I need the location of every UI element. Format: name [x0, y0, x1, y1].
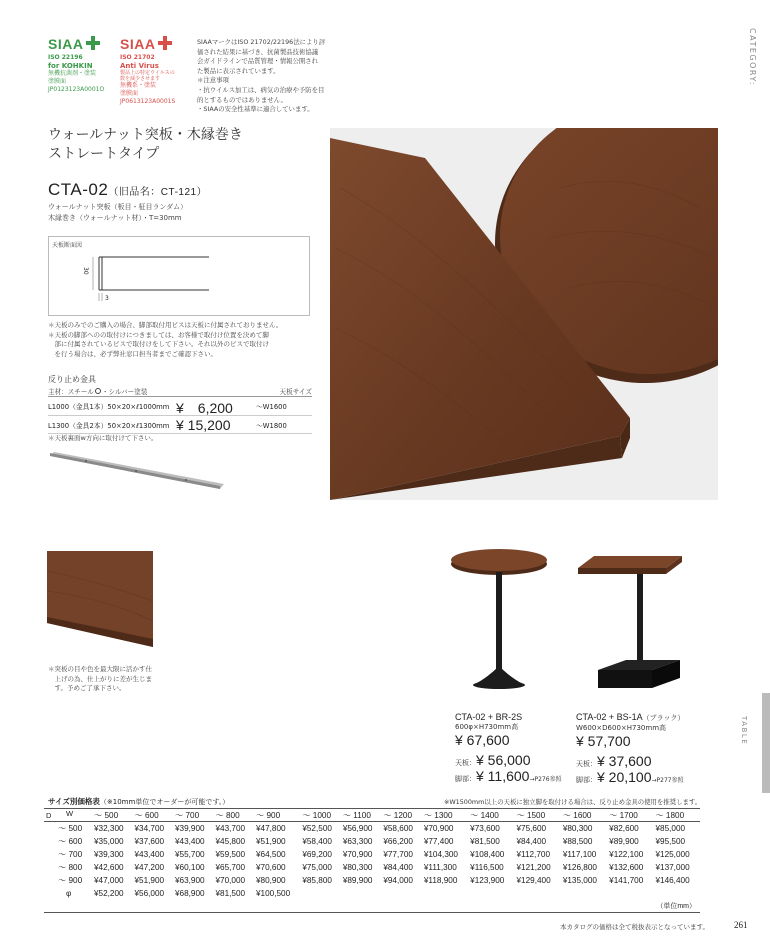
- price-cell: ¥58,400: [302, 836, 332, 846]
- tabletop-photo: [330, 128, 718, 500]
- note-line: を行う場合は、必ず弊社窓口担当者までご確認下さい。: [48, 349, 217, 358]
- bracket-range: ～W1800: [256, 422, 287, 430]
- column-header: ～ 1100: [341, 809, 382, 822]
- price-cell: ¥47,000: [94, 875, 124, 885]
- table-row: [44, 848, 700, 861]
- top-price: ¥ 37,600: [597, 753, 652, 769]
- note-line: ＊天板の脚部へのの取付けにつきましては、お客様で取付け位置を決めて脚: [48, 330, 269, 339]
- square-table-image: [574, 554, 686, 690]
- page-reference: →P277参照: [651, 777, 684, 784]
- siaa-logo-text: SIAA: [48, 36, 84, 52]
- bracket-name: L1000（金具1本）50×20×ℓ1000mm: [48, 403, 170, 411]
- column-header: ～ 800: [214, 809, 255, 822]
- price-cell: ¥43,700: [215, 823, 246, 833]
- price-cell: [514, 887, 560, 900]
- price-cell: ¥39,900: [175, 823, 205, 833]
- price-cell: ¥65,700: [215, 862, 246, 872]
- row-header: ～ 900: [58, 875, 83, 885]
- set-name: CTA-02 + BR-2S: [455, 712, 523, 722]
- price-cell: [468, 887, 514, 900]
- siaa-text-line: SIAAマークはISO 21702/22196法により評: [197, 38, 326, 46]
- siaa-antivirus-mark: [120, 36, 175, 106]
- price-cell: ¥89,900: [609, 836, 639, 846]
- bracket-name: L1300（金具2本）50×20×ℓ1300mm: [48, 422, 170, 430]
- column-header: ～ 500: [92, 809, 133, 822]
- siaa-text-line: 会ガイドラインで品質管理・情報公開され: [197, 57, 319, 66]
- column-header: ～ 700: [173, 809, 214, 822]
- price-cell: ¥43,400: [175, 836, 205, 846]
- siaa-iso: ISO 22196: [48, 54, 83, 61]
- price-cell: [561, 887, 607, 900]
- price-cell: ¥108,400: [470, 849, 505, 859]
- set1-info: [455, 712, 562, 784]
- table-row: [44, 822, 700, 835]
- column-header: ～ 1400: [468, 809, 514, 822]
- price-cell: ¥84,400: [516, 836, 547, 846]
- set2-info: [576, 712, 684, 785]
- column-header: ～ 1700: [607, 809, 653, 822]
- price-cell: ¥75,000: [302, 862, 332, 872]
- siaa-line: 数を減少させます: [120, 76, 161, 82]
- table-row: [44, 861, 700, 874]
- price-cell: ¥80,300: [562, 823, 593, 833]
- material-label: 主材：スチール: [48, 388, 94, 396]
- spec-line: 木縁巻き（ウォールナット材）・T=30mm: [48, 214, 182, 222]
- price-cell: ¥64,500: [256, 849, 286, 859]
- price-cell: ¥37,600: [134, 836, 165, 846]
- price-cell: ¥70,600: [256, 862, 286, 872]
- set-price: ¥ 57,700: [576, 733, 631, 749]
- price-cell: ¥137,000: [655, 862, 690, 872]
- cross-section-diagram: [48, 236, 310, 316]
- price-cell: ¥77,400: [423, 836, 454, 846]
- note-line: ＊天板のみでのご購入の場合、脚部取付用ビスは天板に付属されておりません。: [48, 321, 283, 329]
- price-table: [44, 808, 700, 913]
- leg-price: ¥ 11,600: [476, 768, 530, 784]
- price-cell: ¥104,300: [423, 849, 458, 859]
- price-cell: ¥141,700: [609, 875, 644, 885]
- price-cell: ¥39,300: [94, 849, 124, 859]
- leg-label: 脚部：: [455, 775, 476, 783]
- cross-section-label: 天板断面図: [52, 242, 83, 249]
- siaa-iso: ISO 21702: [120, 54, 155, 61]
- product-title-line: ストレートタイプ: [48, 146, 160, 162]
- note-line: す。予めご了承下さい。: [48, 684, 126, 692]
- column-header: ～ 1000: [300, 809, 341, 822]
- bracket-price: ¥ 15,200: [176, 417, 231, 433]
- price-cell: ¥122,100: [609, 849, 644, 859]
- column-header: ～ 1600: [561, 809, 607, 822]
- siaa-code: JP0613123A0001S: [120, 98, 176, 105]
- top-price: ¥ 56,000: [476, 752, 531, 768]
- price-cell: ¥85,000: [655, 823, 686, 833]
- siaa-line: 塗膜面: [48, 78, 67, 85]
- price-table-heading: サイズ別価格表: [48, 797, 100, 806]
- round-table-image: [447, 548, 551, 694]
- price-cell: ¥45,800: [215, 836, 246, 846]
- table-row: [44, 874, 700, 887]
- row-header: φ: [66, 888, 72, 898]
- column-header: ～ 600: [133, 809, 174, 822]
- price-cell: [422, 887, 468, 900]
- price-cell: ¥80,900: [256, 875, 286, 885]
- mounting-notes: [48, 321, 328, 359]
- price-cell: [607, 887, 653, 900]
- price-cell: ¥63,300: [342, 836, 373, 846]
- edge-dimension: 3: [105, 295, 109, 302]
- price-cell: ¥69,200: [302, 849, 332, 859]
- price-cell: ¥52,500: [302, 823, 332, 833]
- price-cell: ¥135,000: [562, 875, 597, 885]
- price-cell: ¥100,500: [256, 888, 291, 898]
- siaa-line: 塗膜面: [120, 90, 139, 97]
- page-number: 261: [734, 920, 748, 930]
- price-cell: ¥68,900: [175, 888, 205, 898]
- top-label: 天板：: [576, 760, 597, 768]
- price-cell: ¥47,200: [134, 862, 165, 872]
- bracket-note: ＊天板裏面w方向に取付けて下さい。: [48, 434, 158, 442]
- divider: [48, 415, 312, 416]
- price-cell: ¥95,500: [655, 836, 686, 846]
- corner-d: D: [46, 810, 52, 820]
- siaa-line: 無機系・塗装: [120, 82, 157, 89]
- price-cell: ¥43,400: [134, 849, 165, 859]
- price-cell: ¥51,900: [134, 875, 165, 885]
- price-cell: ¥56,900: [342, 823, 373, 833]
- price-cell: ¥35,000: [94, 836, 124, 846]
- unit-label: （単位mm）: [44, 900, 700, 913]
- column-header: ～ 1200: [381, 809, 422, 822]
- siaa-line: 無機抗菌剤・塗装: [48, 70, 97, 77]
- set-size: W600×D600×H730mm高: [576, 724, 667, 732]
- price-cell: ¥70,900: [342, 849, 373, 859]
- price-cell: ¥75,600: [516, 823, 547, 833]
- siaa-cross-icon: [158, 36, 172, 50]
- price-cell: ¥82,600: [609, 823, 639, 833]
- price-cell: ¥60,100: [175, 862, 205, 872]
- price-cell: [341, 887, 382, 900]
- price-cell: ¥56,000: [134, 888, 165, 898]
- price-cell: ¥32,300: [94, 823, 124, 833]
- bracket-image: [46, 448, 226, 490]
- top-label: 天板：: [455, 759, 476, 767]
- finish-note: [48, 665, 158, 694]
- price-cell: ¥77,700: [383, 849, 413, 859]
- siaa-logo-text: SIAA: [120, 36, 156, 52]
- siaa-explanation: [197, 38, 337, 115]
- price-cell: ¥129,400: [516, 875, 551, 885]
- chrome-circle-icon: [95, 388, 101, 394]
- price-cell: ¥132,600: [609, 862, 644, 872]
- price-table-title: [48, 796, 229, 807]
- price-cell: ¥126,800: [562, 862, 597, 872]
- price-cell: ¥80,300: [342, 862, 373, 872]
- price-cell: ¥70,900: [423, 823, 454, 833]
- price-cell: ¥70,000: [215, 875, 246, 885]
- price-table-note: （※10mm単位でオーダーが可能です。）: [99, 798, 230, 806]
- set-color: （ブラック）: [642, 714, 685, 722]
- siaa-sub: Anti Virus: [120, 62, 159, 70]
- price-cell: ¥34,700: [134, 823, 165, 833]
- bracket-heading: 反り止め金具: [48, 375, 96, 384]
- product-title: [48, 126, 243, 164]
- table-row: [44, 900, 700, 913]
- siaa-kohkin-mark: [48, 36, 104, 94]
- leg-price: ¥ 20,100: [597, 769, 652, 785]
- price-cell: ¥47,800: [256, 823, 286, 833]
- table-row: [44, 835, 700, 848]
- column-header: ～ 1300: [422, 809, 468, 822]
- siaa-cross-icon: [86, 36, 100, 50]
- category-label: CATEGORY:: [748, 28, 757, 86]
- price-cell: ¥63,900: [175, 875, 205, 885]
- price-cell: ¥55,700: [175, 849, 205, 859]
- price-cell: ¥52,200: [94, 888, 124, 898]
- note-line: ＊突板の目や色を最大限に活かす仕: [48, 665, 152, 673]
- row-header: ～ 800: [58, 862, 83, 872]
- page-reference: →P276参照: [529, 776, 562, 783]
- section-tab: [762, 693, 770, 793]
- price-cell: ¥73,600: [470, 823, 500, 833]
- price-cell: ¥125,000: [655, 849, 690, 859]
- price-cell: ¥94,000: [383, 875, 413, 885]
- column-header: ～ 900: [254, 809, 300, 822]
- siaa-text-line: 的とするものではありません。: [197, 95, 287, 104]
- price-cell: ¥123,900: [470, 875, 505, 885]
- product-main-photo: [330, 128, 718, 500]
- divider: [48, 396, 312, 397]
- price-cell: ¥51,900: [256, 836, 286, 846]
- section-tab-label: TABLE: [740, 716, 748, 746]
- product-title-line: ウォールナット突板・木縁巻き: [48, 127, 243, 143]
- spec-line: ウォールナット突板（板目・柾目ランダム）: [48, 203, 188, 211]
- note-line: 上げの為、仕上がりに差が生じま: [48, 674, 152, 683]
- price-cell: ¥121,200: [516, 862, 551, 872]
- bracket-range: ～W1600: [256, 403, 287, 411]
- model-code: CTA-02: [48, 180, 109, 199]
- bracket-header-row: [48, 386, 312, 396]
- corner-w: W: [66, 809, 74, 818]
- siaa-text-line: 価された結果に基づき、抗菌製品技術協議: [197, 47, 319, 56]
- price-cell: [300, 887, 341, 900]
- cross-section-drawing: [49, 237, 311, 317]
- price-cell: ¥58,600: [383, 823, 413, 833]
- column-header: ～ 1800: [653, 809, 700, 822]
- note-line: 部に付属されているビスで取付けをして下さい。それ以外のビスで取付け: [48, 340, 269, 348]
- price-cell: ¥85,800: [302, 875, 332, 885]
- size-label: 天板サイズ: [279, 388, 312, 396]
- row-header: ～ 600: [58, 836, 83, 846]
- row-header: ～ 500: [58, 823, 83, 833]
- leg-label: 脚部：: [576, 776, 597, 784]
- price-cell: ¥59,500: [215, 849, 246, 859]
- price-cell: ¥81,500: [470, 836, 500, 846]
- set-name: CTA-02 + BS-1A: [576, 712, 643, 722]
- siaa-sub: for KOHKIN: [48, 62, 93, 70]
- siaa-line: 製品上の特定ウイルスの: [120, 70, 175, 76]
- price-cell: ¥89,900: [342, 875, 373, 885]
- wood-detail-image: [47, 551, 153, 660]
- siaa-text-line: た製品に表示されています。: [197, 66, 280, 75]
- siaa-code: JP0123123A0001O: [48, 86, 105, 93]
- thickness-dimension: 30: [82, 267, 89, 275]
- price-cell: ¥117,100: [562, 849, 597, 859]
- price-cell: ¥42,600: [94, 862, 124, 872]
- price-cell: ¥112,700: [516, 849, 551, 859]
- material-finish: ・シルバー塗装: [101, 388, 148, 396]
- corner-cell: [44, 809, 92, 822]
- table-row: [44, 887, 700, 900]
- price-cell: ¥146,400: [655, 875, 690, 885]
- price-cell: ¥111,300: [423, 862, 457, 872]
- price-cell: ¥84,400: [383, 862, 413, 872]
- price-cell: ¥81,500: [215, 888, 246, 898]
- price-cell: ¥66,200: [383, 836, 413, 846]
- price-table-right-note: ※W1500mm以上の天板に独立脚を取付ける場合は、反り止め金具の使用を推奨します。: [444, 798, 702, 806]
- column-header: ～ 1500: [514, 809, 560, 822]
- price-cell: [381, 887, 422, 900]
- siaa-text-line: ・抗ウイルス加工は、病気の治療や予防を目: [197, 85, 325, 94]
- siaa-text-line: ＊注意事項: [197, 76, 229, 85]
- price-cell: ¥116,500: [470, 862, 504, 872]
- footer-note: 本カタログの価格は全て税抜表示となっています。: [560, 923, 709, 931]
- price-cell: [653, 887, 700, 900]
- set-price: ¥ 67,600: [455, 732, 510, 748]
- bracket-price: ¥ 6,200: [176, 400, 233, 416]
- spec-text: [48, 202, 187, 224]
- old-model-name: （旧品名：CT-121）: [108, 187, 208, 198]
- price-cell: ¥118,900: [423, 875, 458, 885]
- model-number: [48, 180, 207, 200]
- set-size: 600φ×H730mm高: [455, 723, 519, 731]
- siaa-text-line: ・SIAAの安全性基準に適合しています。: [197, 105, 314, 114]
- price-cell: ¥88,500: [562, 836, 593, 846]
- detail-photo: [47, 551, 153, 660]
- row-header: ～ 700: [58, 849, 83, 859]
